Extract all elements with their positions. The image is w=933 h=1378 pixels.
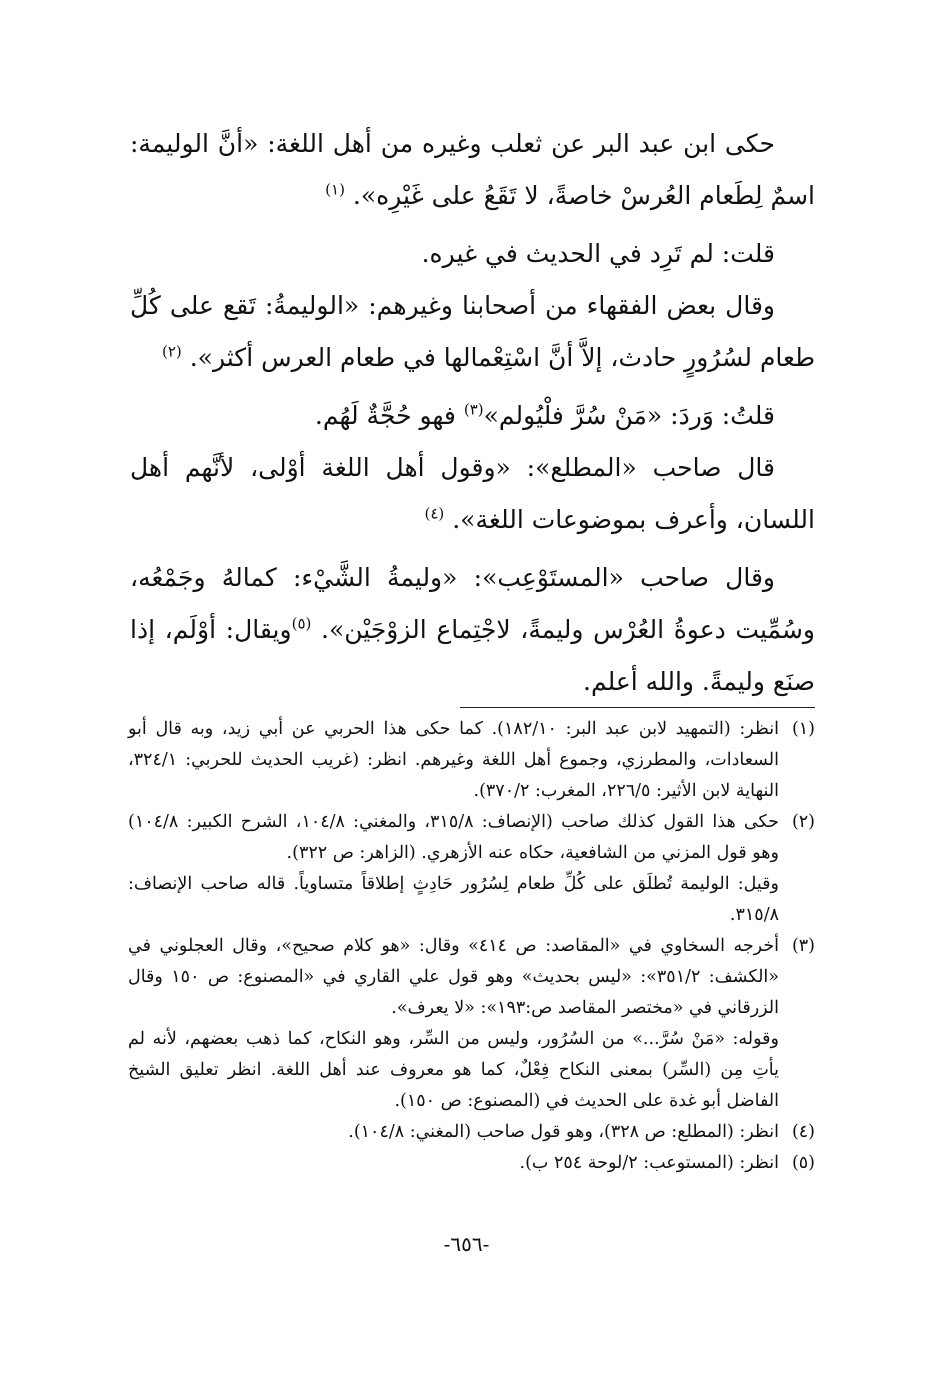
footnote-line: انظر: (التمهيد لابن عبد البر: ١٨٢/١٠). كما حكى هذا الحربي عن أبي زيد، وبه قال أبو السعادات، والمطرزي، وجموع أهل اللغة وغيرهم. انظر: (غريب الحديث للحربي: ٣٢٤/١، النهاية لابن الأثير: ٢٢٦/٥، المغرب: ٣٧٠/٢). bbox=[128, 719, 780, 801]
footnote-text bbox=[128, 1148, 779, 1179]
main-text bbox=[130, 118, 815, 708]
paragraph-6 bbox=[130, 552, 815, 708]
paragraph-1-text: حكى ابن عبد البر عن ثعلب وغيره من أهل اللغة: «أنَّ الوليمة: اسمٌ لِطَعام العُرسْ خاصةً، لا تَقَعُ على غَيْرِه». bbox=[130, 129, 815, 210]
footnote-ref-3[interactable]: (٣) bbox=[463, 400, 484, 419]
footnote-4 bbox=[128, 1117, 815, 1148]
footnote-line: أخرجه السخاوي في «المقاصد: ص ٤١٤» وقال: «هو كلام صحيح»، وقال العجلوني في «الكشف: ٣٥١/٢»: «ليس بحديث» وهو قول علي القاري في «المصنوع: ص ١٥٠ وقال الزرقاني في «مختصر المقاصد ص:١٩٣»: «لا يعرف». bbox=[128, 936, 780, 1018]
paragraph-1 bbox=[130, 118, 815, 222]
paragraph-3-text: وقال بعض الفقهاء من أصحابنا وغيرهم: «الوليمةُ: تَقع على كُلِّ طعام لسُرُورٍ حادث، إلاَّ أنَّ اسْتِعْمالها في طعام العرس أكثر». bbox=[130, 291, 815, 372]
footnote-text bbox=[128, 1117, 779, 1148]
footnotes bbox=[128, 714, 815, 1179]
paragraph-5-text: قال صاحب «المطلع»: «وقول أهل اللغة أوْلى، لأنَّهم أهل اللسان، وأعرف بموضوعات اللغة». bbox=[130, 453, 815, 534]
footnote-separator bbox=[460, 707, 815, 708]
footnote-text bbox=[128, 807, 779, 931]
paragraph-3 bbox=[130, 280, 815, 384]
paragraph-6-text-a: وقال صاحب «المستَوْعِب»: «وليمةُ الشَّيْء: كمالهُ وجَمْعُه، وسُمِّيت دعوةُ العُرْس وليمةً، لاجْتِماع الزوْجَيْن». bbox=[130, 563, 815, 644]
footnote-number: (٥) bbox=[791, 1153, 815, 1173]
paragraph-4-text-a: قلتُ: وَردَ: «مَنْ سُرَّ فلْيُولم» bbox=[483, 401, 775, 430]
footnote-line: وقيل: الوليمة تُطلَق على كُلِّ طعام لِسُرُور حَادِثٍ إطلاقاً متساوياً. قاله صاحب الإنصاف: ٣١٥/٨. bbox=[128, 874, 779, 925]
footnote-5 bbox=[128, 1148, 815, 1179]
footnote-line: انظر: (المطلع: ص ٣٢٨)، وهو قول صاحب (المغني: ١٠٤/٨). bbox=[348, 1122, 779, 1142]
footnote-line: حكى هذا القول كذلك صاحب (الإنصاف: ٣١٥/٨، والمغني: ١٠٤/٨، الشرح الكبير: ١٠٤/٨) وهو قول المزني من الشافعية، حكاه عنه الأزهري. (الزاهر: ص ٣٢٢). bbox=[128, 812, 779, 863]
paragraph-5 bbox=[130, 442, 815, 546]
footnote-number: (٤) bbox=[791, 1122, 815, 1142]
footnote-ref-4[interactable]: (٤) bbox=[424, 504, 445, 523]
footnote-line: انظر: (المستوعب: ٢/لوحة ٢٥٤ ب). bbox=[519, 1153, 779, 1173]
paragraph-4-text-b: فهو حُجَّةٌ لَهُم. bbox=[314, 401, 464, 430]
footnote-2 bbox=[128, 807, 815, 931]
footnote-number: (٣) bbox=[791, 936, 815, 956]
footnote-number: (١) bbox=[791, 719, 815, 739]
footnote-1 bbox=[128, 714, 815, 807]
footnote-ref-5[interactable]: (٥) bbox=[291, 614, 312, 633]
paragraph-6-text-b: ويقال: أوْلَم، إذا صنَع وليمةً. والله أعلم. bbox=[130, 615, 815, 696]
footnote-ref-1[interactable]: (١) bbox=[325, 180, 345, 199]
footnote-number: (٢) bbox=[791, 812, 815, 832]
footnote-text bbox=[128, 931, 779, 1117]
footnote-line: وقوله: «مَنْ سُرَّ...» من السُرُور، وليس من السِّر، وهو النكاح، كما ذهب بعضهم، لأنه لم يأتِ مِن (السِّر) بمعنى النكاح فِعْلٌ، كما هو معروف عند أهل اللغة. انظر تعليق الشيخ الفاضل أبو غدة على الحديث في (المصنوع: ص ١٥٠). bbox=[128, 1029, 779, 1111]
footnote-3 bbox=[128, 931, 815, 1117]
paragraph-2 bbox=[130, 228, 815, 280]
paragraph-4 bbox=[130, 390, 815, 442]
footnote-text bbox=[128, 714, 779, 807]
footnote-ref-2[interactable]: (٢) bbox=[161, 342, 182, 361]
page-number: -٦٥٦- bbox=[443, 1232, 490, 1256]
paragraph-2-text: قلت: لم تَرِد في الحديث في غيره. bbox=[421, 239, 775, 268]
